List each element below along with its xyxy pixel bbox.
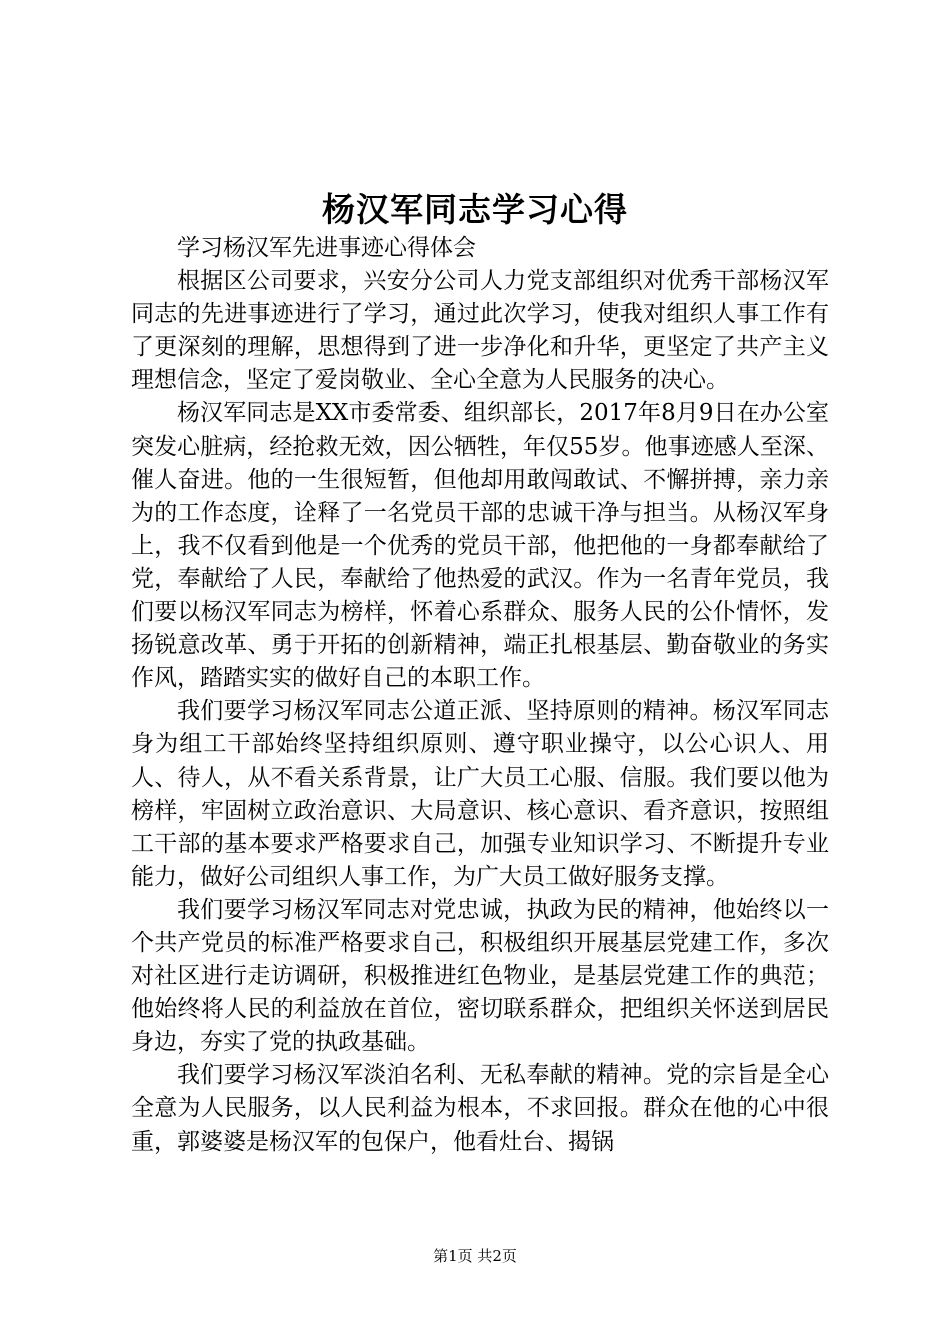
- body-paragraph: 杨汉军同志是XX市委常委、组织部长，2017年8月9日在办公室突发心脏病，经抢救无效，因公牺牲，年仅55岁。他事迹感人至深、催人奋进。他的一生很短暂，但他却用敢闯敢试、不懈拼搏，亲力亲为的工作态度，诠释了一名党员干部的忠诚干净与担当。从杨汉军身上，我不仅看到他是一个优秀的党员干部，他把他的一身都奉献给了党，奉献给了人民，奉献给了他热爱的武汉。作为一名青年党员，我们要以杨汉军同志为榜样，怀着心系群众、服务人民的公仆情怀，发扬锐意改革、勇于开拓的创新精神，端正扎根基层、勤奋敬业的务实作风，踏踏实实的做好自己的本职工作。: [131, 400, 829, 692]
- body-paragraph: 根据区公司要求，兴安分公司人力党支部组织对优秀干部杨汉军同志的先进事迹进行了学习，通过此次学习，使我对组织人事工作有了更深刻的理解，思想得到了进一步净化和升华，更坚定了共产主义理想信念，坚定了爱岗敬业、全心全意为人民服务的决心。: [131, 268, 829, 394]
- body-paragraph: 我们要学习杨汉军同志对党忠诚，执政为民的精神，他始终以一个共产党员的标准严格要求自己，积极组织开展基层党建工作，多次对社区进行走访调研，积极推进红色物业，是基层党建工作的典范；他始终将人民的利益放在首位，密切联系群众，把组织关怀送到居民身边，夯实了党的执政基础。: [131, 896, 829, 1056]
- body-paragraph: 我们要学习杨汉军同志公道正派、坚持原则的精神。杨汉军同志身为组工干部始终坚持组织原则、遵守职业操守，以公心识人、用人、待人，从不看关系背景，让广大员工心服、信服。我们要以他为榜样，牢固树立政治意识、大局意识、核心意识、看齐意识，按照组工干部的基本要求严格要求自己，加强专业知识学习、不断提升专业能力，做好公司组织人事工作，为广大员工做好服务支撑。: [131, 698, 829, 890]
- page-footer: [0, 1246, 950, 1266]
- body-paragraph: 我们要学习杨汉军淡泊名利、无私奉献的精神。党的宗旨是全心全意为人民服务，以人民利益为根本，不求回报。群众在他的心中很重，郭婆婆是杨汉军的包保户，他看灶台、揭锅: [131, 1062, 829, 1155]
- document-title: 杨汉军同志学习心得: [322, 190, 628, 229]
- document-body: [131, 232, 829, 1159]
- subtitle-paragraph: 学习杨汉军先进事迹心得体会: [177, 235, 476, 261]
- page-number: 第1页 共2页: [433, 1247, 517, 1265]
